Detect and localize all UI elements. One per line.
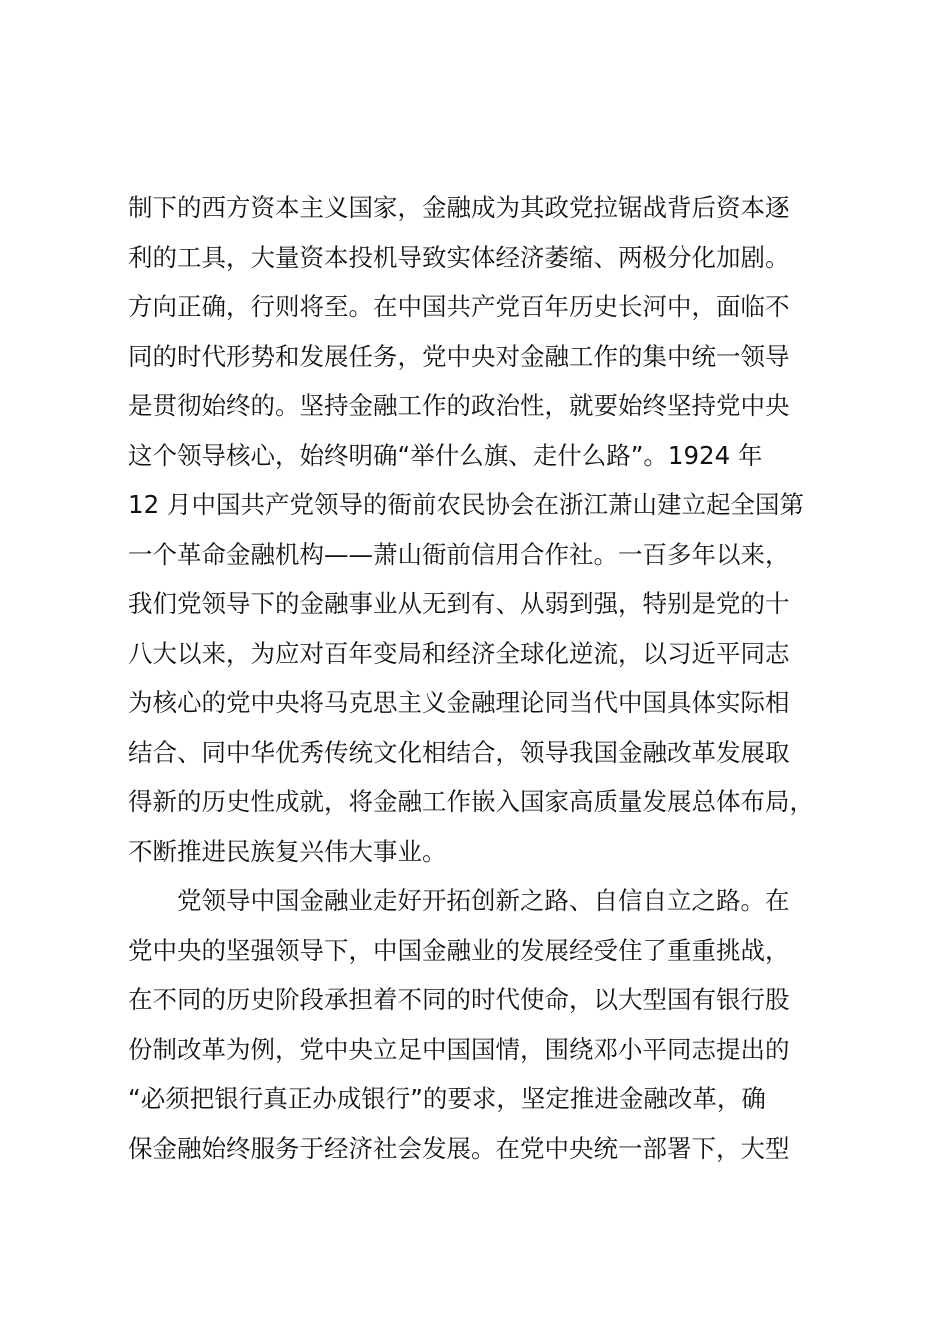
text-line: 保金融始终服务于经济社会发展。在党中央统一部署下，大型 — [128, 1133, 790, 1163]
text-line: 八大以来，为应对百年变局和经济全球化逆流，以习近平同志 — [128, 638, 790, 668]
text-line: 利的工具，大量资本投机导致实体经济萎缩、两极分化加剧。 — [128, 242, 790, 272]
text-line: 在不同的历史阶段承担着不同的时代使命，以大型国有银行股 — [128, 985, 790, 1014]
text-line: 为核心的党中央将马克思主义金融理论同当代中国具体实际相 — [128, 688, 790, 717]
paragraph-start-line: 党领导中国金融业走好开拓创新之路、自信自立之路。在 — [177, 886, 790, 915]
text-line: 12 月中国共产党领导的衙前农民协会在浙江萧山建立起全国第 — [128, 490, 804, 519]
text-line: 得新的历史性成就，将金融工作嵌入国家高质量发展总体布局， — [128, 787, 814, 816]
text-line: 党中央的坚强领导下，中国金融业的发展经受住了重重挑战， — [128, 935, 790, 965]
text-line: “必须把银行真正办成银行”的要求，坚定推进金融改革，确 — [128, 1084, 766, 1113]
text-line: 同的时代形势和发展任务，党中央对金融工作的集中统一领导 — [128, 341, 790, 371]
text-line: 制下的西方资本主义国家，金融成为其政党拉锯战背后资本逐 — [128, 193, 790, 222]
text-line: 我们党领导下的金融事业从无到有、从弱到强，特别是党的十 — [128, 589, 790, 618]
text-line: 结合、同中华优秀传统文化相结合，领导我国金融改革发展取 — [128, 737, 790, 767]
text-line: 是贯彻始终的。坚持金融工作的政治性，就要始终坚持党中央 — [128, 391, 790, 420]
body-text — [128, 183, 848, 1173]
text-line: 份制改革为例，党中央立足中国国情，围绕邓小平同志提出的 — [128, 1034, 790, 1064]
text-line: 不断推进民族复兴伟大事业。 — [128, 836, 447, 866]
text-line: 一个革命金融机构——萧山衙前信用合作社。一百多年以来， — [128, 539, 790, 569]
text-line: 方向正确，行则将至。在中国共产党百年历史长河中，面临不 — [128, 292, 790, 321]
text-line: 这个领导核心，始终明确“举什么旗、走什么路”。1924 年 — [128, 440, 763, 470]
